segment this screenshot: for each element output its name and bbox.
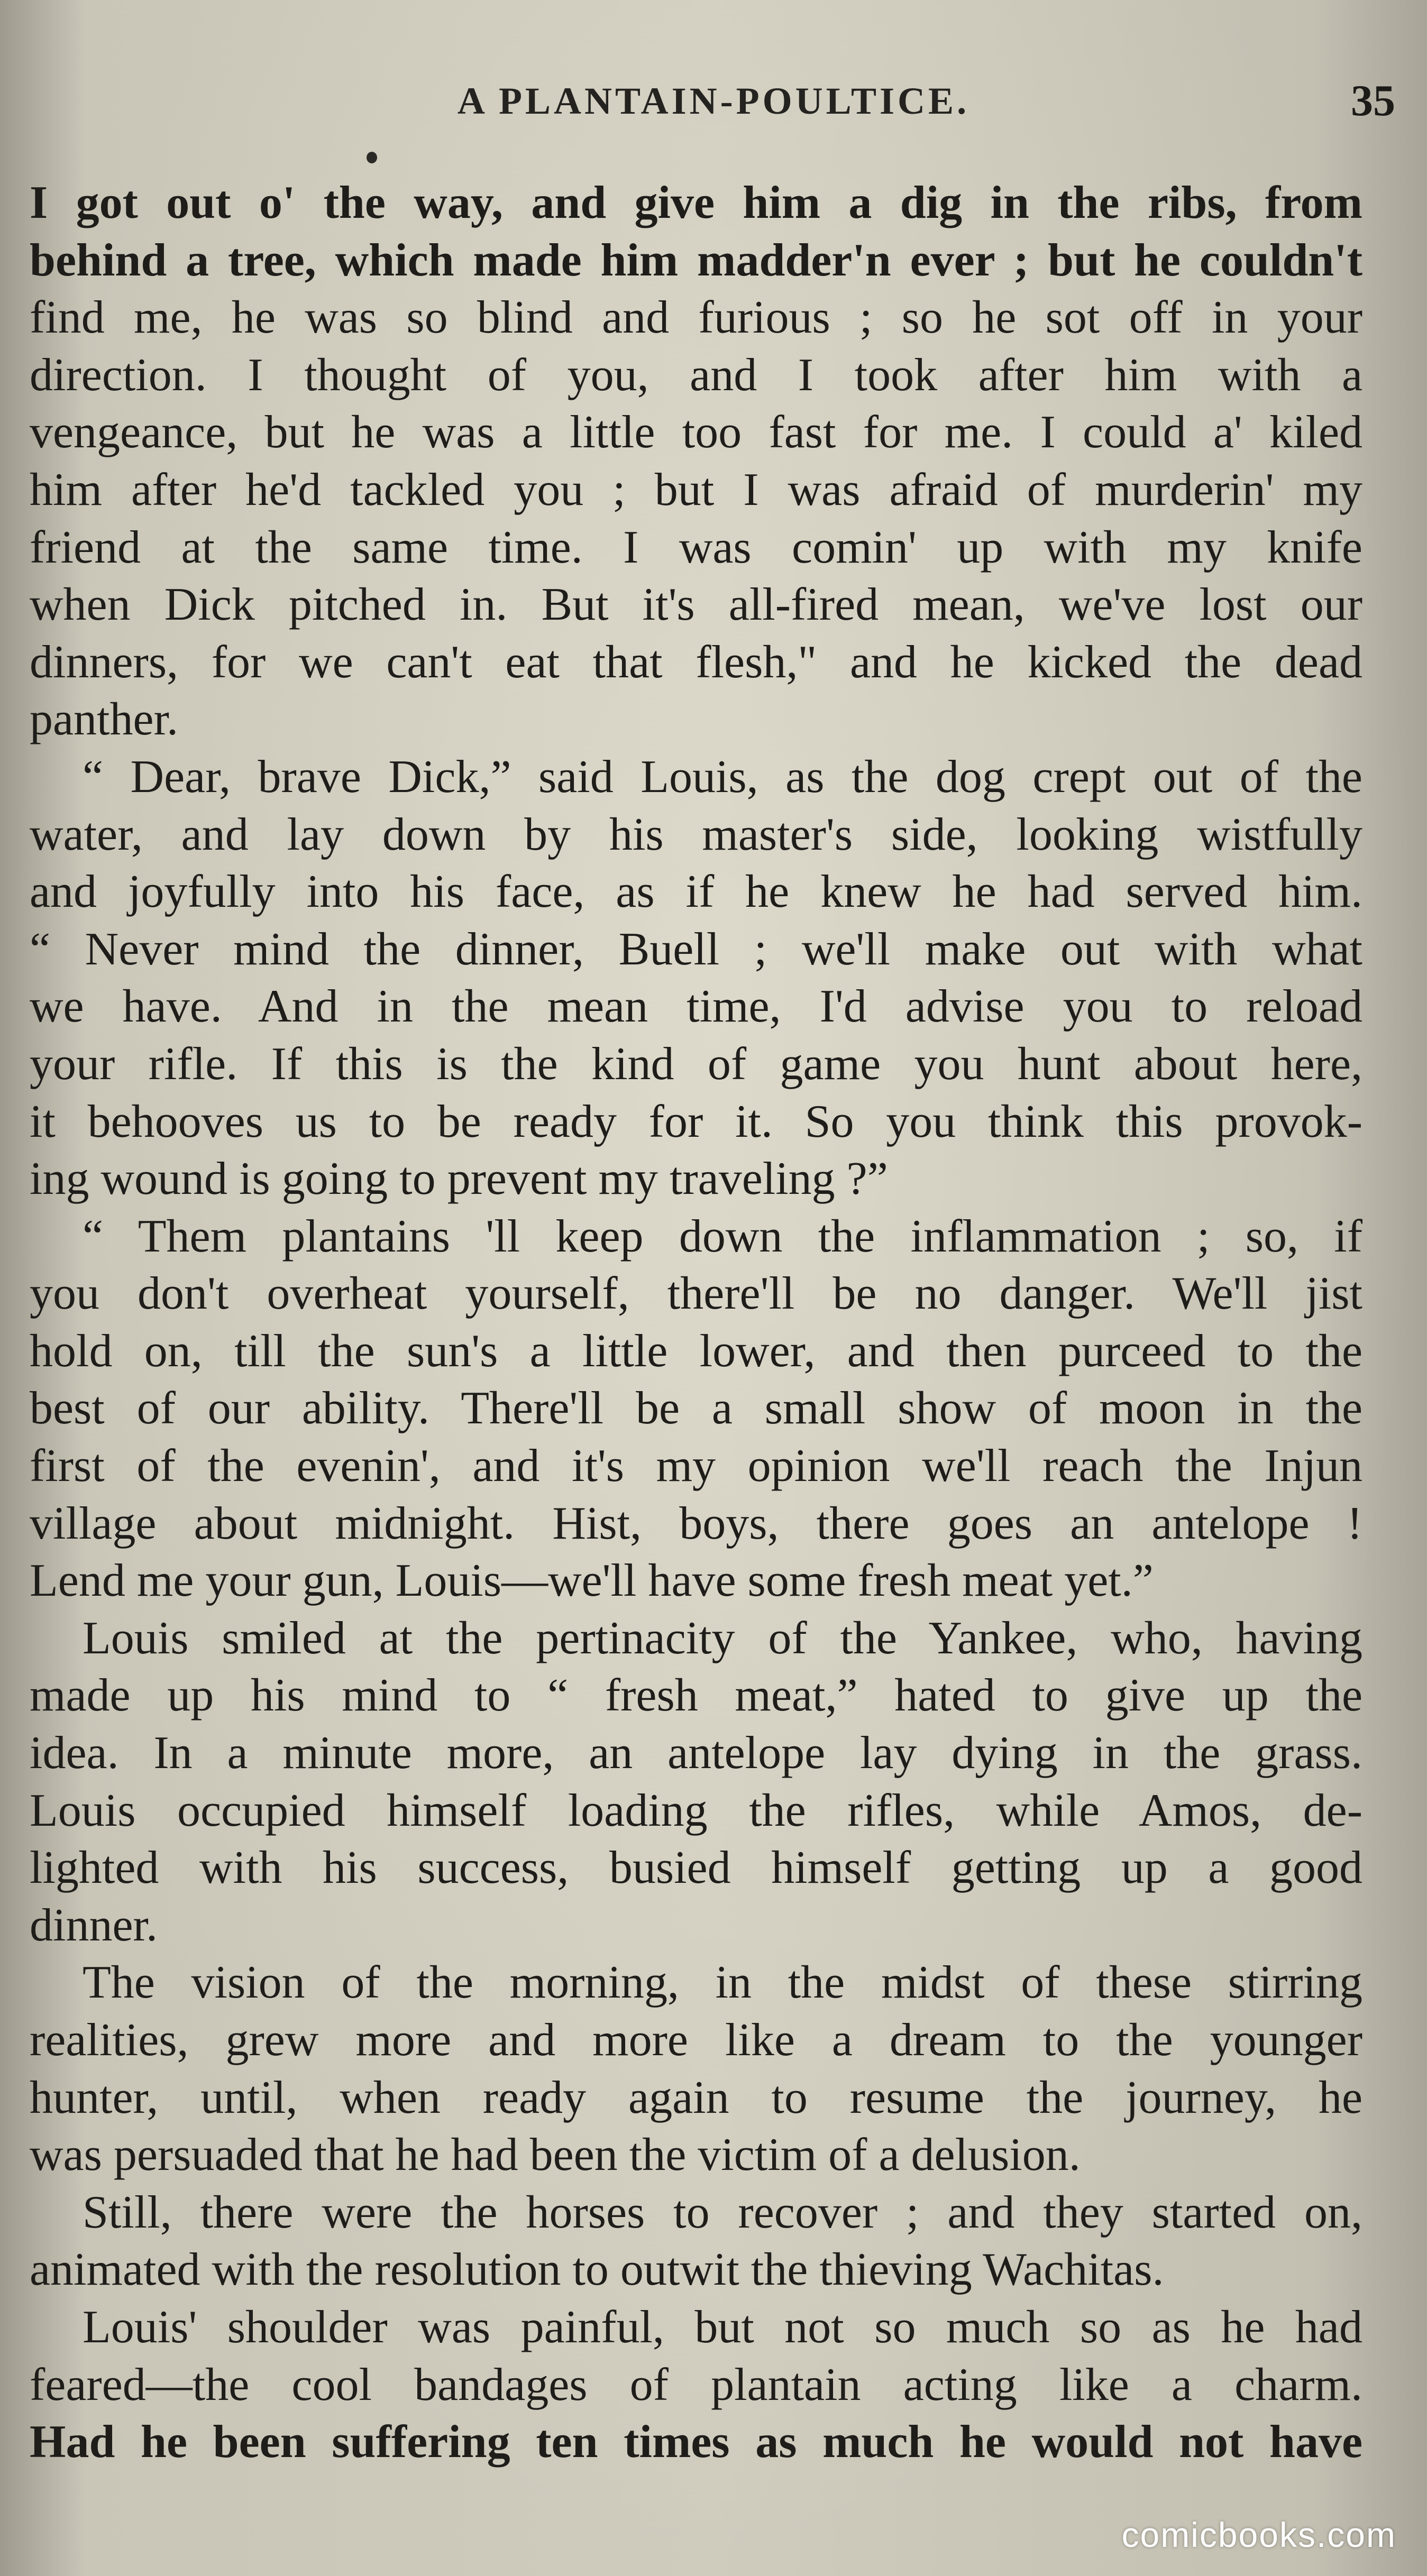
text-line: him after he'd tackled you ; but I was afraid of murderin' my xyxy=(30,464,1362,516)
text-line: “ Dear, brave Dick,” said Louis, as the dog crept out of the xyxy=(83,751,1362,803)
text-line: dinners, for we can't eat that flesh," and he kicked the dead xyxy=(30,636,1362,688)
text-line: I got out o' the way, and give him a dig in the ribs, from xyxy=(30,177,1362,228)
page-number: 35 xyxy=(1351,76,1395,125)
text-line: hold on, till the sun's a little lower, and then purceed to the xyxy=(30,1325,1362,1377)
text-line: find me, he was so blind and furious ; so he sot off in your xyxy=(30,292,1362,344)
text-line: best of our ability. There'll be a small show of moon in the xyxy=(30,1383,1362,1434)
text-line: made up his mind to “ fresh meat,” hated to give up the xyxy=(30,1670,1362,1722)
text-line: friend at the same time. I was comin' up with my knife xyxy=(30,521,1362,573)
text-line: hunter, until, when ready again to resume the journey, he xyxy=(30,2072,1362,2123)
page-title: A PLANTAIN-POULTICE. xyxy=(457,80,970,122)
text-line: and joyfully into his face, as if he knew he had served him. xyxy=(30,866,1362,918)
text-line: village about midnight. Hist, boys, there goes an antelope ! xyxy=(30,1497,1362,1549)
text-line: Had he been suffering ten times as much he would not have xyxy=(30,2416,1362,2468)
text-line: Louis' shoulder was painful, but not so much so as he had xyxy=(83,2301,1362,2353)
text-line: Louis occupied himself loading the rifles, while Amos, de- xyxy=(30,1784,1362,1836)
text-line: animated with the resolution to outwit the thieving Wachitas. xyxy=(30,2244,1164,2296)
text-line: Still, there were the horses to recover ; and they started on, xyxy=(83,2186,1362,2238)
text-line: Lend me your gun, Louis—we'll have some fresh meat yet.” xyxy=(30,1555,1154,1607)
text-line: we have. And in the mean time, I'd advise you to reload xyxy=(30,981,1362,1033)
text-line: water, and lay down by his master's side, looking wistfully xyxy=(30,808,1362,860)
watermark: comicbooks.com xyxy=(1121,2515,1396,2554)
running-head xyxy=(0,76,1427,137)
text-line: was persuaded that he had been the victim of a delusion. xyxy=(30,2129,1081,2181)
text-line: first of the evenin', and it's my opinion we'll reach the Injun xyxy=(30,1440,1362,1492)
text-line: lighted with his success, busied himself getting up a good xyxy=(30,1842,1362,1894)
text-line: panther. xyxy=(30,694,179,746)
text-line: “ Never mind the dinner, Buell ; we'll make out with what xyxy=(30,923,1362,975)
text-line: when Dick pitched in. But it's all-fired mean, we've lost our xyxy=(30,579,1362,631)
text-line: behind a tree, which made him madder'n ever ; but he couldn't xyxy=(30,234,1362,286)
text-line: The vision of the morning, in the midst of these stirring xyxy=(83,1957,1362,2009)
text-line: your rifle. If this is the kind of game you hunt about here, xyxy=(30,1038,1362,1090)
text-line: ing wound is going to prevent my traveling ?” xyxy=(30,1153,888,1205)
text-line: dinner. xyxy=(30,1899,158,1951)
text-line: Louis smiled at the pertinacity of the Yankee, who, having xyxy=(83,1612,1362,1664)
text-line: realities, grew more and more like a dream to the younger xyxy=(30,2014,1362,2066)
text-line: direction. I thought of you, and I took after him with a xyxy=(30,349,1362,401)
ink-dot xyxy=(367,152,377,163)
body-text xyxy=(30,174,1362,2471)
text-line: idea. In a minute more, an antelope lay dying in the grass. xyxy=(30,1727,1362,1779)
text-line: it behooves us to be ready for it. So you think this provok- xyxy=(30,1096,1362,1147)
text-line: vengeance, but he was a little too fast for me. I could a' kiled xyxy=(30,407,1362,458)
text-line: you don't overheat yourself, there'll be no danger. We'll jist xyxy=(30,1268,1362,1320)
text-line: “ Them plantains 'll keep down the inflammation ; so, if xyxy=(83,1210,1362,1262)
text-line: feared—the cool bandages of plantain acting like a charm. xyxy=(30,2359,1362,2411)
